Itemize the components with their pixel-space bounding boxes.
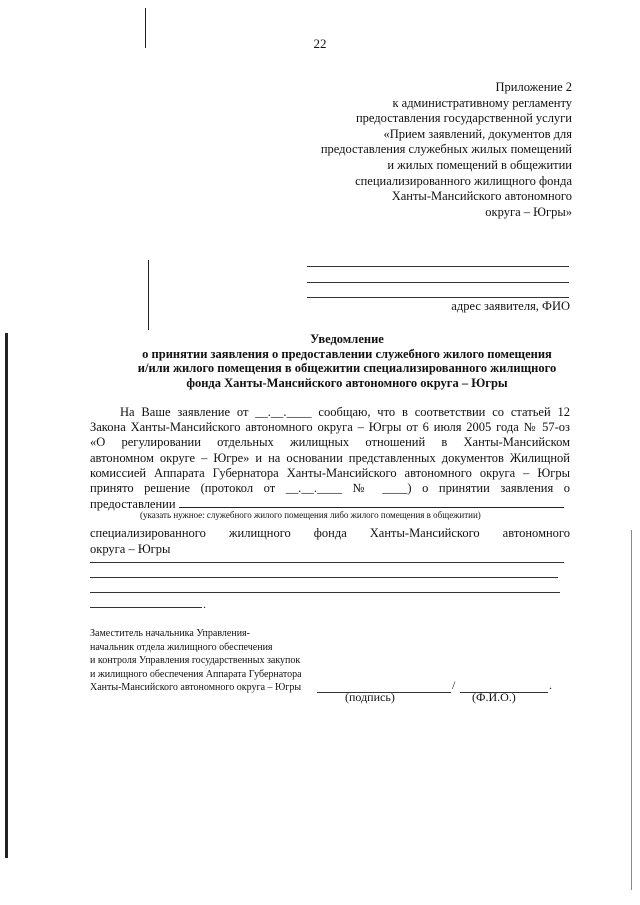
- signatory-line: Ханты-Мансийского автономного округа – Югры: [90, 682, 302, 694]
- signature-slash: /: [452, 678, 456, 692]
- appendix-line: «Прием заявлений, документов для: [383, 126, 572, 141]
- appendix-line: специализированного жилищного фонда: [355, 173, 572, 188]
- scan-margin-line: [5, 333, 8, 858]
- body-line: На Ваше заявление от __.__.____ сообщаю, что в соответствии со статьей 12: [120, 405, 571, 419]
- appendix-line: предоставления служебных жилых помещений: [320, 142, 572, 157]
- title-line: и/или жилого помещения в общежитии специализированного жилищного: [137, 361, 557, 376]
- name-caption: (Ф.И.О.): [472, 690, 516, 704]
- body-line: принято решение (протокол от __.__.____ № ____) о принятии заявления о: [90, 481, 571, 496]
- body-line: специализированного жилищного фонда Ханты-Мансийского автономного: [90, 526, 570, 541]
- appendix-line: Приложение 2: [495, 80, 572, 94]
- signature-end-mark: .: [549, 678, 552, 692]
- applicant-line[interactable]: [307, 297, 569, 298]
- body-line: Закона Ханты-Мансийского автономного округа – Югры от 6 июля 2005 года № 57-оз: [90, 420, 570, 435]
- protocol-date-field[interactable]: __.__.____: [285, 481, 342, 496]
- body-line: комиссией Аппарата Губернатора Ханты-Мансийского автономного округа – Югры: [90, 465, 570, 480]
- fill-line[interactable]: [90, 607, 202, 608]
- body-line: автономном округе – Югре» и на основании представленных документов Жилищной: [90, 450, 570, 465]
- signatory-line: начальник отдела жилищного обеспечения: [90, 641, 273, 653]
- appendix-header: [272, 80, 572, 220]
- fill-line[interactable]: [90, 592, 560, 593]
- title-line: о принятии заявления о предоставлении служебного жилого помещения: [142, 346, 552, 361]
- title-line: Уведомление: [310, 332, 384, 346]
- appendix-line: предоставления государственной услуги: [355, 111, 572, 126]
- fill-line[interactable]: [90, 577, 558, 578]
- signatory-line: Заместитель начальника Управления-: [90, 628, 250, 639]
- title-line: фонда Ханты-Мансийского автономного округа – Югры: [186, 376, 508, 391]
- scan-margin-line: [631, 530, 632, 890]
- applicant-line[interactable]: [307, 266, 569, 267]
- fill-line[interactable]: [90, 562, 564, 563]
- date-field[interactable]: __.__.____: [255, 405, 312, 419]
- body-line: «О регулировании отдельных жилищных отношений в Ханты-Мансийском: [90, 435, 570, 450]
- body-line: предоставлении: [90, 496, 570, 512]
- signatory-line: и контроля Управления государственных закупок: [90, 655, 301, 667]
- protocol-number-field[interactable]: ____: [382, 481, 408, 496]
- appendix-line: и жилых помещений в общежитии: [387, 157, 572, 172]
- body-line: округа – Югры: [90, 541, 171, 556]
- sign-caption: (подпись): [345, 690, 395, 704]
- notice-body: [90, 405, 570, 557]
- fill-end-mark: .: [203, 597, 206, 611]
- housing-type-hint: (указать нужное: служебного жилого помещения либо жилого помещения в общежитии): [140, 510, 481, 520]
- appendix-line: Ханты-Мансийского автономного: [391, 189, 572, 204]
- scan-margin-line: [148, 260, 149, 330]
- applicant-caption: адрес заявителя, ФИО: [451, 299, 570, 313]
- notice-title: [0, 332, 640, 391]
- signatory-line: и жилищного обеспечения Аппарата Губернатора: [90, 668, 302, 680]
- appendix-line: к административному регламенту: [392, 95, 572, 110]
- housing-type-field[interactable]: [179, 496, 564, 508]
- applicant-line[interactable]: [307, 282, 569, 283]
- page-number: 22: [313, 36, 327, 51]
- signatory-block: [90, 627, 302, 695]
- appendix-line: округа – Югры»: [485, 204, 572, 219]
